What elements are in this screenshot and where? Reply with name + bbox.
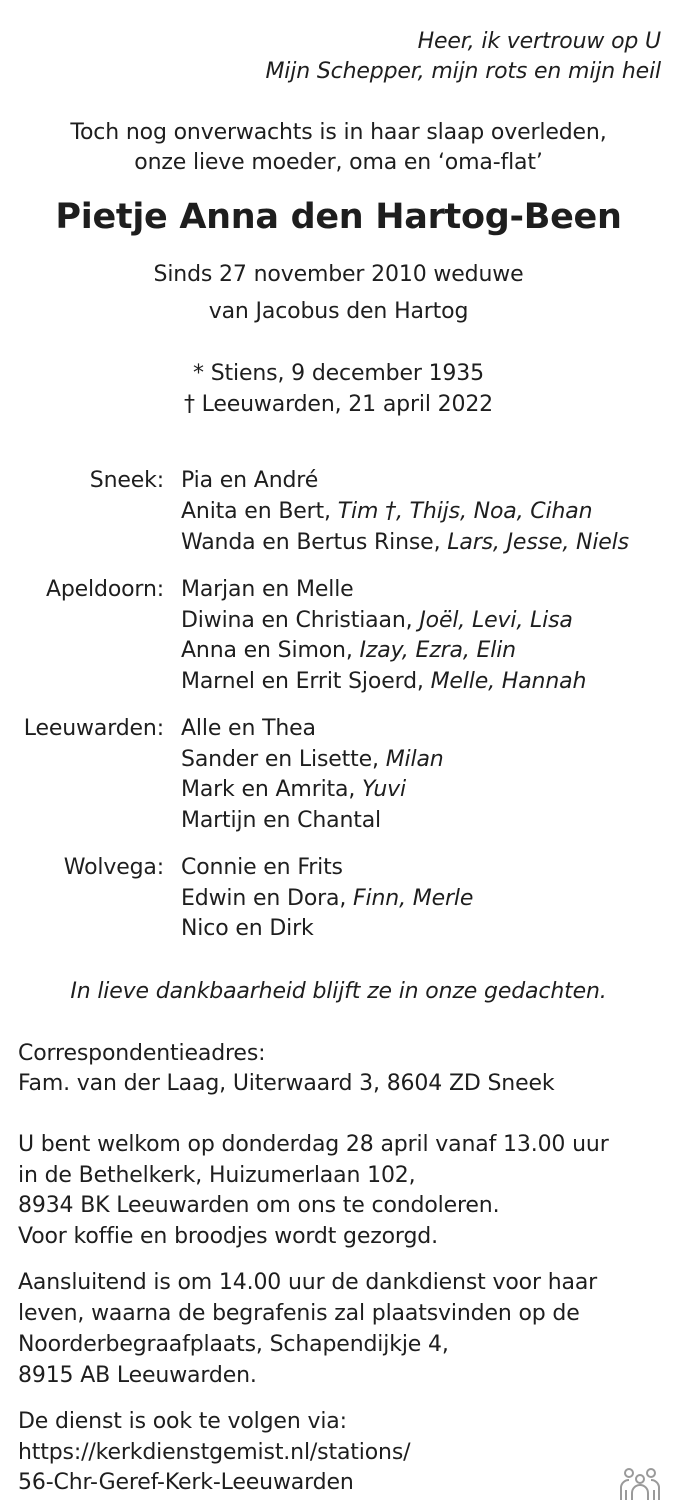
family-row: [181, 806, 381, 836]
grandchildren-names: Joël, Levi, Lisa: [419, 608, 573, 633]
grandchildren-names: Finn, Merle: [353, 886, 474, 911]
family-names: Martijn en Chantal: [181, 808, 382, 833]
family-names: Wanda en Bertus Rinse,: [181, 530, 448, 555]
family-row: [181, 497, 592, 527]
grandchildren-names: Lars, Jesse, Niels: [447, 530, 629, 555]
place-label: Leeuwarden:: [23, 716, 164, 741]
family-names: Marjan en Melle: [181, 577, 354, 602]
grandchildren-names: Yuvi: [362, 777, 406, 802]
intro-line-1: Toch nog onverwachts is in haar slaap overleden,: [70, 120, 607, 145]
family-row: [181, 636, 516, 666]
widow-line-2: van Jacobus den Hartog: [208, 299, 469, 324]
family-row: [181, 775, 406, 805]
deceased-name: Pietje Anna den Hartog-Been: [55, 197, 622, 237]
family-names: Sander en Lisette,: [181, 747, 386, 772]
family-names: Mark en Amrita,: [181, 777, 363, 802]
family-row: [181, 853, 343, 883]
condolence-line-4: Voor koffie en broodjes wordt gezorgd.: [18, 1224, 438, 1249]
family-names: Nico en Dirk: [181, 916, 314, 941]
service-line-1: Aansluitend is om 14.00 uur de dankdienst voor haar: [18, 1270, 598, 1295]
condolence-line-1: U bent welkom op donderdag 28 april vanaf 13.00 uur: [18, 1132, 609, 1157]
grandchildren-names: Melle, Hannah: [430, 669, 587, 694]
family-row: [181, 745, 444, 775]
birth-line: * Stiens, 9 december 1935: [193, 361, 484, 386]
poem-line-1: Heer, ik vertrouw op U: [417, 29, 661, 54]
place-label: Wolvega:: [63, 855, 164, 880]
family-row: [181, 884, 473, 914]
people-group-icon: [617, 1466, 663, 1502]
widow-line-1: Sinds 27 november 2010 weduwe: [153, 262, 524, 287]
grandchildren-names: Tim †, Thijs, Noa, Cihan: [337, 499, 593, 524]
family-row: [181, 606, 573, 636]
family-names: Diwina en Christiaan,: [181, 608, 420, 633]
intro-line-2: onze lieve moeder, oma en ‘oma-flat’: [134, 150, 543, 175]
service-line-4: 8915 AB Leeuwarden.: [18, 1363, 257, 1388]
correspondence-address: Fam. van der Laag, Uiterwaard 3, 8604 ZD Sneek: [18, 1071, 555, 1096]
service-line-3: Noorderbegraafplaats, Schapendijkje 4,: [18, 1332, 449, 1357]
family-row: [181, 575, 354, 605]
stream-line-1: De dienst is ook te volgen via:: [18, 1409, 347, 1434]
stream-url-line-2: 56-Chr-Geref-Kerk-Leeuwarden: [18, 1470, 354, 1495]
condolence-line-3: 8934 BK Leeuwarden om ons te condoleren.: [18, 1193, 500, 1218]
grandchildren-names: Izay, Ezra, Elin: [359, 638, 516, 663]
family-names: Edwin en Dora,: [181, 886, 354, 911]
family-names: Pia en André: [181, 468, 319, 493]
family-names: Marnel en Errit Sjoerd,: [181, 669, 431, 694]
place-label: Sneek:: [89, 468, 164, 493]
closing-line: In lieve dankbaarheid blijft ze in onze gedachten.: [70, 979, 607, 1004]
poem-line-2: Mijn Schepper, mijn rots en mijn heil: [265, 59, 661, 84]
family-row: [181, 914, 314, 944]
service-line-2: leven, waarna de begrafenis zal plaatsvinden op de: [18, 1301, 580, 1326]
place-label: Apeldoorn:: [45, 577, 164, 602]
stream-url-line-1: https://kerkdienstgemist.nl/stations/: [18, 1440, 411, 1465]
death-line: † Leeuwarden, 21 april 2022: [183, 392, 494, 417]
family-names: Alle en Thea: [181, 716, 316, 741]
family-names: Anna en Simon,: [181, 638, 360, 663]
grandchildren-names: Milan: [385, 747, 444, 772]
condolence-line-2: in de Bethelkerk, Huizumerlaan 102,: [18, 1163, 416, 1188]
family-row: [181, 528, 629, 558]
family-row: [181, 466, 318, 496]
correspondence-label: Correspondentieadres:: [18, 1041, 266, 1066]
family-row: [181, 667, 586, 697]
family-names: Connie en Frits: [181, 855, 343, 880]
family-names: Anita en Bert,: [181, 499, 338, 524]
family-row: [181, 714, 316, 744]
